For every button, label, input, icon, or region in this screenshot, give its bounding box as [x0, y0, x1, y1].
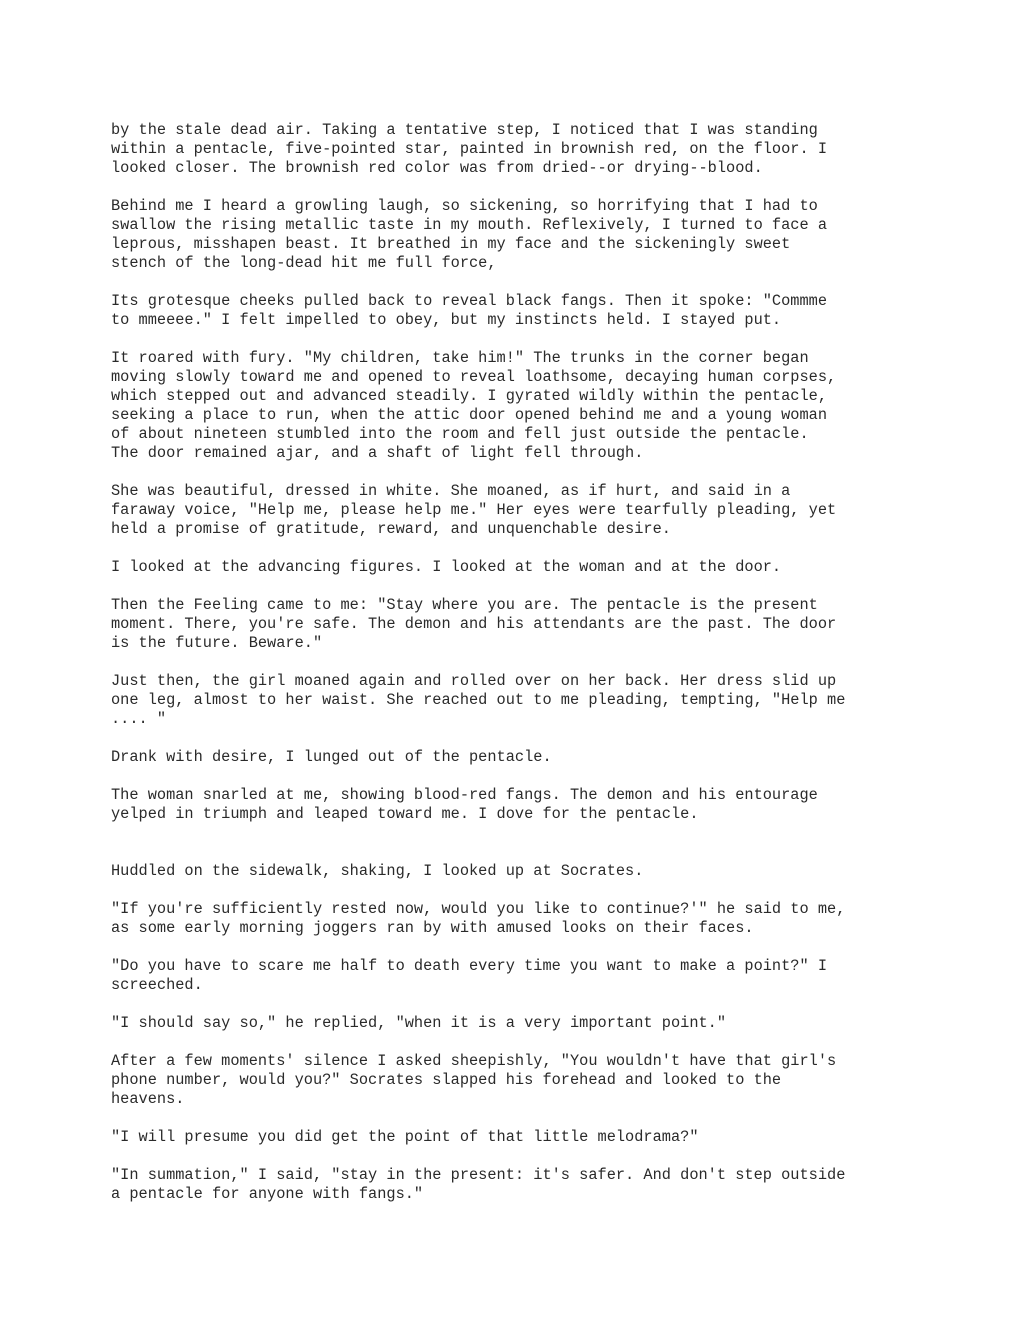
paragraph-16: "I will presume you did get the point of that little melodrama?" — [111, 1128, 699, 1146]
document-page — [111, 121, 931, 1223]
paragraph-5: She was beautiful, dressed in white. She moaned, as if hurt, and said in a faraway voice, "Help me, please help me." Her eyes were tearfully pleading, yet held a promise of gratitude, reward, and unquenchable desire. — [111, 482, 837, 538]
paragraph-13: "Do you have to scare me half to death every time you want to make a point?" I screeched. — [111, 957, 828, 994]
paragraph-10: The woman snarled at me, showing blood-red fangs. The demon and his entourage yelped in triumph and leaped toward me. I dove for the pentacle. — [111, 786, 818, 823]
paragraph-4: It roared with fury. "My children, take him!" The trunks in the corner began moving slowly toward me and opened to reveal loathsome, decaying human corpses, which stepped out and advanced steadily. I gyrated wildly within the pentacle, seeking a place to run, when the attic door opened behind me and a young woman of about nineteen stumbled into the room and fell just outside the pentacle. The door remained ajar, and a shaft of light fell through. — [111, 349, 837, 462]
paragraph-17: "In summation," I said, "stay in the present: it's safer. And don't step outside a pentacle for anyone with fangs." — [111, 1166, 846, 1203]
paragraph-7: Then the Feeling came to me: "Stay where you are. The pentacle is the present moment. There, you're safe. The demon and his attendants are the past. The door is the future. Beware." — [111, 596, 837, 652]
paragraph-12: "If you're sufficiently rested now, would you like to continue?'" he said to me, as some early morning joggers ran by with amused looks on their faces. — [111, 900, 846, 937]
paragraph-14: "I should say so," he replied, "when it is a very important point." — [111, 1014, 727, 1032]
paragraph-15: After a few moments' silence I asked sheepishly, "You wouldn't have that girl's phone number, would you?" Socrates slapped his forehead and looked to the heavens. — [111, 1052, 837, 1108]
paragraph-6: I looked at the advancing figures. I looked at the woman and at the door. — [111, 558, 782, 576]
paragraph-8: Just then, the girl moaned again and rolled over on her back. Her dress slid up one leg, almost to her waist. She reached out to me pleading, tempting, "Help me .... " — [111, 672, 846, 728]
paragraph-2: Behind me I heard a growling laugh, so sickening, so horrifying that I had to swallow the rising metallic taste in my mouth. Reflexively, I turned to face a leprous, misshapen beast. It breathed in my face and the sickeningly sweet stench of the long-dead hit me full force, — [111, 197, 828, 272]
paragraph-9: Drank with desire, I lunged out of the pentacle. — [111, 748, 552, 766]
paragraph-3: Its grotesque cheeks pulled back to reveal black fangs. Then it spoke: "Commme to mmeeee." I felt impelled to obey, but my instincts held. I stayed put. — [111, 292, 828, 329]
paragraph-1: by the stale dead air. Taking a tentative step, I noticed that I was standing within a pentacle, five-pointed star, painted in brownish red, on the floor. I looked closer. The brownish red color was from dried--or drying--blood. — [111, 121, 828, 177]
paragraph-11: Huddled on the sidewalk, shaking, I looked up at Socrates. — [111, 862, 644, 880]
